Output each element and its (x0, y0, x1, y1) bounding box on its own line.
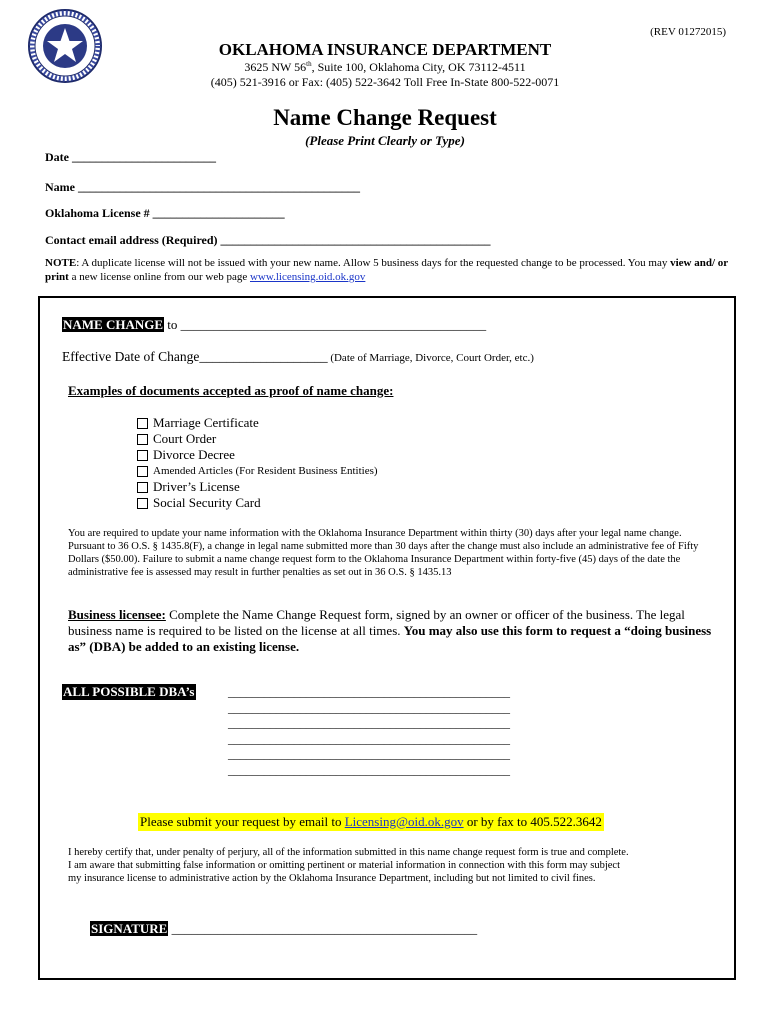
name-field[interactable]: Name _______________________________________________ (45, 180, 360, 194)
dba-lines (228, 685, 510, 778)
dba-line-3[interactable]: _______________________________________________ (228, 716, 510, 730)
dba-line-2[interactable]: _______________________________________________ (228, 700, 510, 715)
dba-label: ALL POSSIBLE DBA’s (63, 684, 195, 699)
checkbox-court-order[interactable]: Court Order (137, 431, 378, 447)
requirement-paragraph: You are required to update your name information with the Oklahoma Insurance Department within thirty (30) days after your legal name change. Pursuant to 36 O.S. § 1435.8(F), a change in legal name submitted more than 30 days after the change must also include an administrative fee of Fifty Dollars ($50.00). Failure to submit a name change request form to the Oklahoma Insurance Department within forty-five (45) days of the date the administrative fee is assessed may result in further penalties as set out in 36 O.S. § 1435.13 (68, 528, 699, 578)
dba-line-1[interactable]: _______________________________________________ (228, 685, 510, 699)
dba-line-6[interactable]: _______________________________________________ (228, 762, 510, 777)
duplicate-license-note: NOTE: A duplicate license will not be issued with your new name. Allow 5 business days for the requested change to be processed. You may view and/ or print a new license online from our web page www.licensing.oid.ok.gov (45, 257, 728, 283)
dba-line-4[interactable]: _______________________________________________ (228, 731, 510, 746)
licensing-email-link[interactable]: Licensing@oid.ok.gov (344, 814, 464, 829)
business-licensee-paragraph: Business licensee: Complete the Name Change Request form, signed by an owner or officer of the business. The legal business name is required to be listed on the license at all times. You may also use this form to request a “doing business as” (DBA) be added to an existing license. (68, 607, 712, 654)
department-address: 3625 NW 56th, Suite 100, Oklahoma City, OK 73112-4511 (244, 60, 526, 74)
license-field[interactable]: Oklahoma License # ______________________ (45, 206, 285, 220)
licensing-website-link[interactable]: www.licensing.oid.ok.gov (249, 271, 366, 283)
document-checklist (137, 415, 378, 511)
name-change-label: NAME CHANGE (63, 317, 164, 332)
checkbox-marriage-certificate[interactable]: Marriage Certificate (137, 415, 378, 431)
checkbox-divorce-decree[interactable]: Divorce Decree (137, 447, 378, 463)
form-title: Name Change Request (273, 105, 497, 130)
revision-label: (REV 01272015) (650, 26, 726, 38)
form-subtitle: (Please Print Clearly or Type) (305, 133, 465, 148)
department-phone: (405) 521-3916 or Fax: (405) 522-3642 Toll Free In-State 800-522-0071 (210, 75, 560, 89)
certification-statement: I hereby certify that, under penalty of perjury, all of the information submitted in this name change request form is true and complete. I am aware that submitting false information or omitting pertinent or material information in connection with this form may subject my insurance license to administrative action by the Oklahoma Insurance Department, including but not limited to civil fines. (68, 847, 629, 884)
examples-heading: Examples of documents accepted as proof of name change: (68, 383, 394, 398)
checkbox-drivers-license[interactable]: Driver’s License (137, 479, 378, 495)
department-name: OKLAHOMA INSURANCE DEPARTMENT (218, 40, 552, 59)
signature-field[interactable]: SIGNATURE _______________________________________________ (91, 921, 478, 936)
signature-label: SIGNATURE (91, 921, 168, 936)
submit-instructions: Please submit your request by email to Licensing@oid.ok.gov or by fax to 405.522.3642 (140, 814, 602, 829)
effective-date-field[interactable]: Effective Date of Change___________________ (Date of Marriage, Divorce, Court Order, etc.) (62, 349, 534, 364)
checkbox-amended-articles[interactable]: Amended Articles (For Resident Business Entities) (137, 463, 378, 479)
dba-line-5[interactable]: _______________________________________________ (228, 747, 510, 761)
name-change-field[interactable]: NAME CHANGE to _______________________________________________ (63, 317, 487, 332)
email-field[interactable]: Contact email address (Required) _____________________________________________ (45, 233, 491, 247)
date-field[interactable]: Date ________________________ (45, 150, 216, 164)
checkbox-social-security-card[interactable]: Social Security Card (137, 495, 378, 511)
